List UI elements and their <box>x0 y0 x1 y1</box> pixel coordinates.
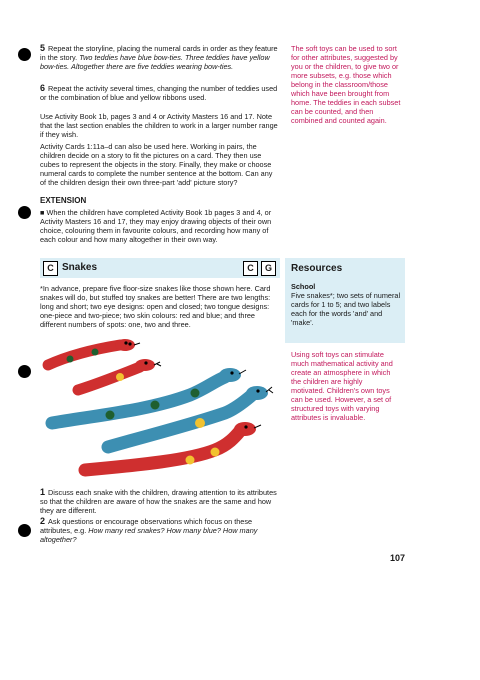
section-6 <box>40 84 280 102</box>
binder-hole-bottom <box>18 524 31 537</box>
badge-c: C <box>243 261 258 276</box>
section-6-number: 6 <box>40 83 46 93</box>
step-1 <box>40 488 280 515</box>
snake-red-short-1 <box>48 339 140 365</box>
activity-book-text: Use Activity Book 1b, pages 3 and 4 or Activity Masters 16 and 17. Note that the last section enables the children to work in a larger number range if they wish. <box>40 112 278 139</box>
badge-g: G <box>261 261 276 276</box>
resources-title: Resources <box>291 263 343 274</box>
activity-book-paragraph <box>40 112 280 139</box>
step-1-number: 1 <box>40 487 46 497</box>
badge-c-left: C <box>43 261 58 276</box>
step-2 <box>40 517 280 544</box>
extension-text: When the children have completed Activity Book 1b pages 3 and 4, or Activity Masters 16 and 17, they may enjoy drawing objects of their own choice, colouring them in favourite colours, and recording how many of each colour and how many altogether in their own way. <box>40 208 272 244</box>
snake-red-short-2 <box>78 359 161 390</box>
snakes-intro-text: *In advance, prepare five floor-size snakes like those shown here. Card snakes will do, but stuffed toy snakes are better! There are two lengths: long and short; two eye designs: open and closed; two tongue designs: one-piece and two-piece; two skin colours: red and blue; and three different numbers of spots: one, two and three. <box>40 284 271 329</box>
binder-hole-upper <box>18 206 31 219</box>
snakes-intro <box>40 284 280 329</box>
section-5-number: 5 <box>40 43 46 53</box>
extension-heading: EXTENSION <box>40 196 87 205</box>
binder-hole-middle <box>18 365 31 378</box>
step-2-text: Ask questions or encourage observations which focus on these attributes, e.g. <box>40 517 253 535</box>
extension-section <box>40 196 280 244</box>
page-number: 107 <box>390 553 406 563</box>
snakes-title: Snakes <box>62 262 98 273</box>
step-1-text: Discuss each snake with the children, drawing attention to its attributes so that the children are aware of how the snakes are the same and how they are different. <box>40 488 277 515</box>
section-5-text: Repeat the storyline, placing the numeral cards in order as they feature in the story. <box>40 44 278 62</box>
bullet-icon: ■ <box>40 208 45 217</box>
side-note-bottom: Using soft toys can stimulate much mathematical activity and create an atmosphere in which the children are highly motivated. Children's own toys can be used. However, a set of structured toys with varying attributes is invaluable. <box>291 350 393 422</box>
section-6-text: Repeat the activity several times, changing the number of teddies used or the combination of blue and yellow ribbons used. <box>40 84 278 102</box>
resources-school-label: School <box>291 282 316 291</box>
section-5 <box>40 44 280 71</box>
side-note-top: The soft toys can be used to sort for other attributes, suggested by you or the children, to give two or more subsets, e.g. those which belong in the classroom/those which have been brought from home. The teddies in each subset can be counted, and then combined and counted again. <box>291 44 401 125</box>
resources-text: Five snakes*; two sets of numeral cards for 1 to 5; and two labels each for the words 'and' and 'make'. <box>291 291 401 327</box>
resources-body <box>291 282 403 327</box>
step-2-italic: How many red snakes? How many blue? How many altogether? <box>40 526 258 544</box>
activity-cards-paragraph <box>40 142 280 187</box>
section-5-italic: Two teddies have blue bow-ties. Three teddies have yellow bow-ties. Altogether there are five teddies wearing bow-ties. <box>40 53 270 71</box>
snakes-illustration <box>40 335 280 485</box>
activity-cards-text: Activity Cards 1:11a–d can also be used here. Working in pairs, the children decide on a story to fit the pictures on a card. They then use cubes to represent the objects in the story. Finally, they make or choose numeral cards to complete the number sentence at the bottom. Can any of the children design their own three-part 'add' picture story? <box>40 142 273 187</box>
step-2-number: 2 <box>40 516 46 526</box>
binder-hole-top <box>18 48 31 61</box>
